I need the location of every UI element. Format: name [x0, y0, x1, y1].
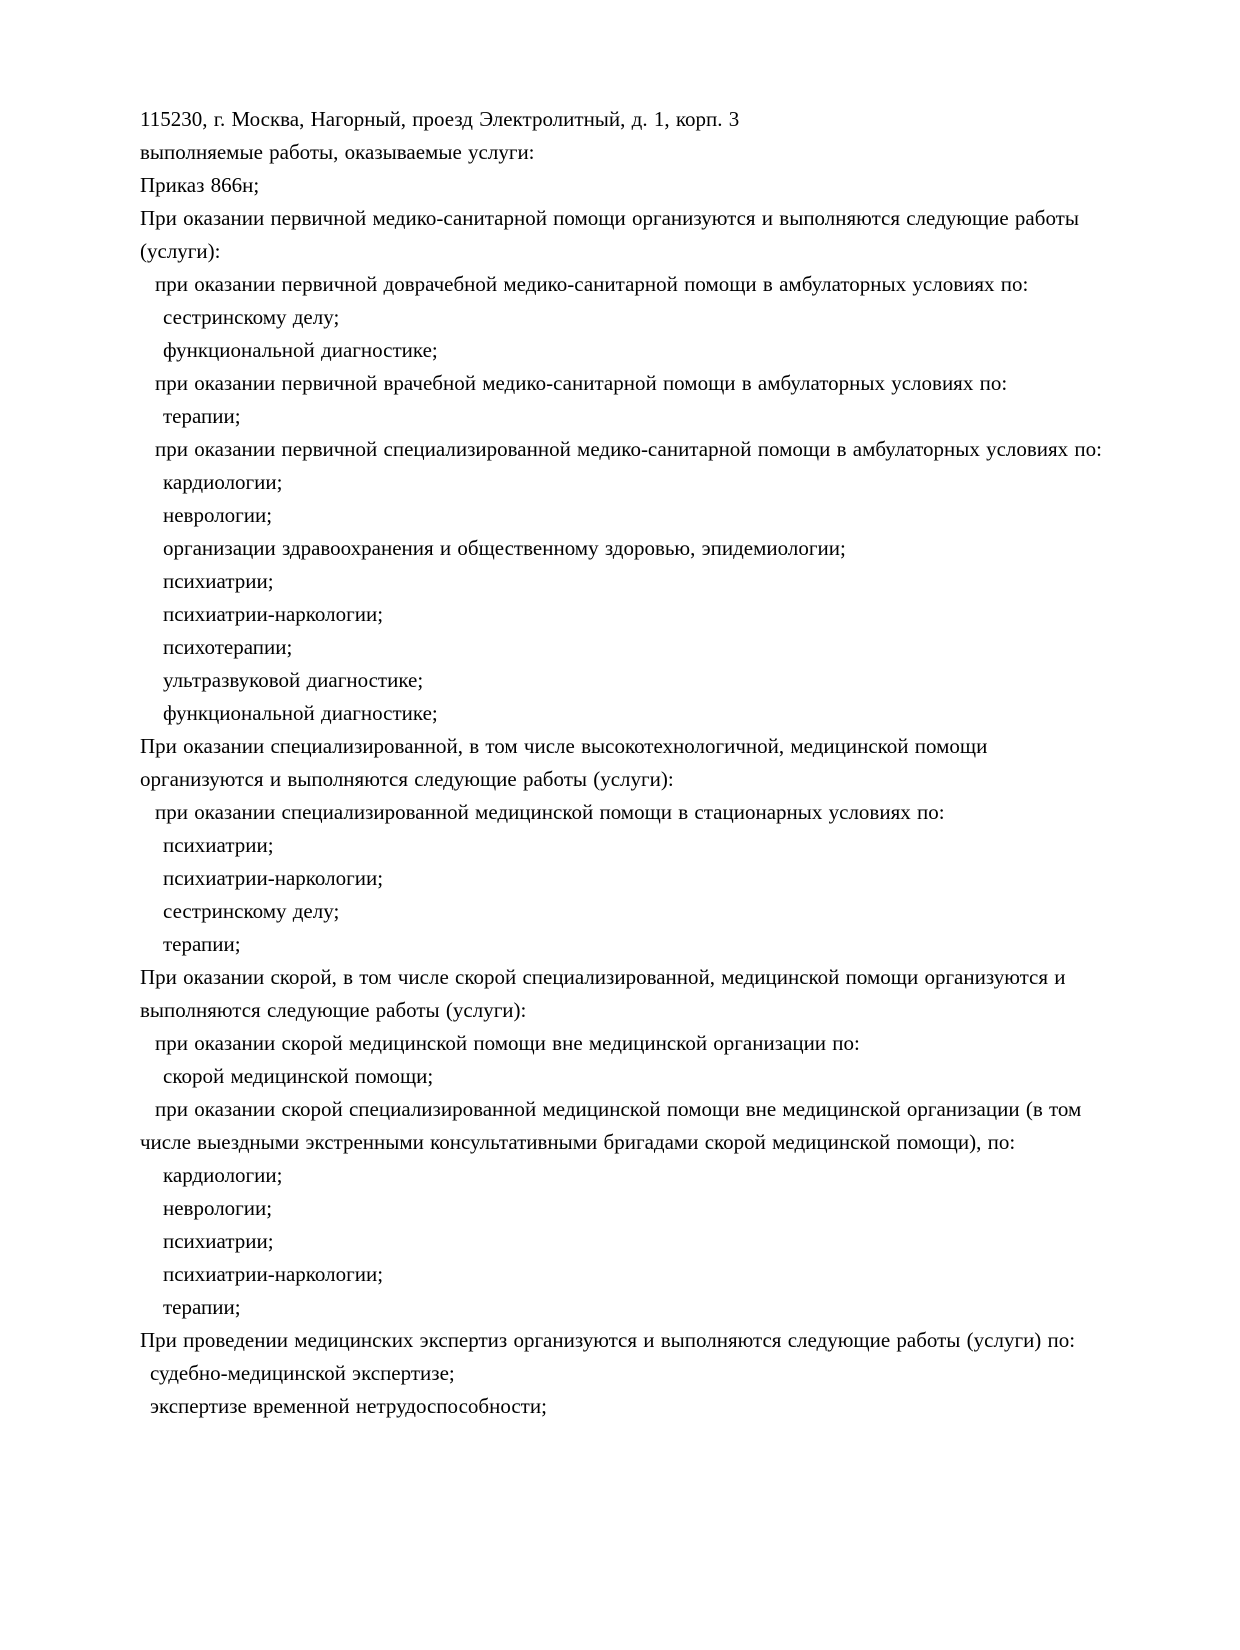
document-line: неврологии; [163, 1196, 273, 1220]
document-line: Приказ 866н; [140, 173, 260, 197]
document-line: психиатрии; [163, 569, 274, 593]
document-line: при оказании скорой специализированной медицинской помощи вне медицинской организации (в том числе выездными экстренными консультативными бригадами скорой медицинской помощи), по: [140, 1097, 1082, 1154]
document-line: судебно-медицинской экспертизе; [150, 1361, 455, 1385]
document-line: при оказании первичной специализированной медико-санитарной помощи в амбулаторных условиях по: [155, 437, 1103, 461]
document-line: функциональной диагностике; [163, 338, 438, 362]
document-line: скорой медицинской помощи; [163, 1064, 434, 1088]
document-line: терапии; [163, 932, 241, 956]
document-line: психотерапии; [163, 635, 293, 659]
document-line: при оказании специализированной медицинской помощи в стационарных условиях по: [155, 800, 945, 824]
document-line: выполняемые работы, оказываемые услуги: [140, 140, 535, 164]
document-line: ультразвуковой диагностике; [163, 668, 424, 692]
document-line: При оказании скорой, в том числе скорой специализированной, медицинской помощи организуются и выполняются следующие работы (услуги): [140, 965, 1066, 1022]
document-line: психиатрии; [163, 1229, 274, 1253]
document-line: сестринскому делу; [163, 899, 340, 923]
document-line: психиатрии-наркологии; [163, 866, 384, 890]
document-line: При оказании специализированной, в том числе высокотехнологичной, медицинской помощи организуются и выполняются следующие работы (услуги): [140, 734, 988, 791]
document-line: При оказании первичной медико-санитарной помощи организуются и выполняются следующие работы (услуги): [140, 206, 1079, 263]
document-line: терапии; [163, 404, 241, 428]
document-line: При проведении медицинских экспертиз организуются и выполняются следующие работы (услуги) по: [140, 1328, 1076, 1352]
document-line: терапии; [163, 1295, 241, 1319]
document-line: психиатрии-наркологии; [163, 602, 384, 626]
document-line: кардиологии; [163, 1163, 283, 1187]
document-line: психиатрии; [163, 833, 274, 857]
document-line: кардиологии; [163, 470, 283, 494]
document-line: при оказании скорой медицинской помощи вне медицинской организации по: [155, 1031, 860, 1055]
document-line: функциональной диагностике; [163, 701, 438, 725]
document-line: неврологии; [163, 503, 273, 527]
document-line: сестринскому делу; [163, 305, 340, 329]
document-line: при оказании первичной доврачебной медико-санитарной помощи в амбулаторных условиях по: [155, 272, 1029, 296]
document-line: 115230, г. Москва, Нагорный, проезд Электролитный, д. 1, корп. 3 [140, 107, 740, 131]
license-works-services-text [140, 103, 1108, 1423]
document-line: организации здравоохранения и общественному здоровью, эпидемиологии; [163, 536, 846, 560]
document-line: психиатрии-наркологии; [163, 1262, 384, 1286]
document-line: экспертизе временной нетрудоспособности; [150, 1394, 547, 1418]
document-line: при оказании первичной врачебной медико-санитарной помощи в амбулаторных условиях по: [155, 371, 1008, 395]
